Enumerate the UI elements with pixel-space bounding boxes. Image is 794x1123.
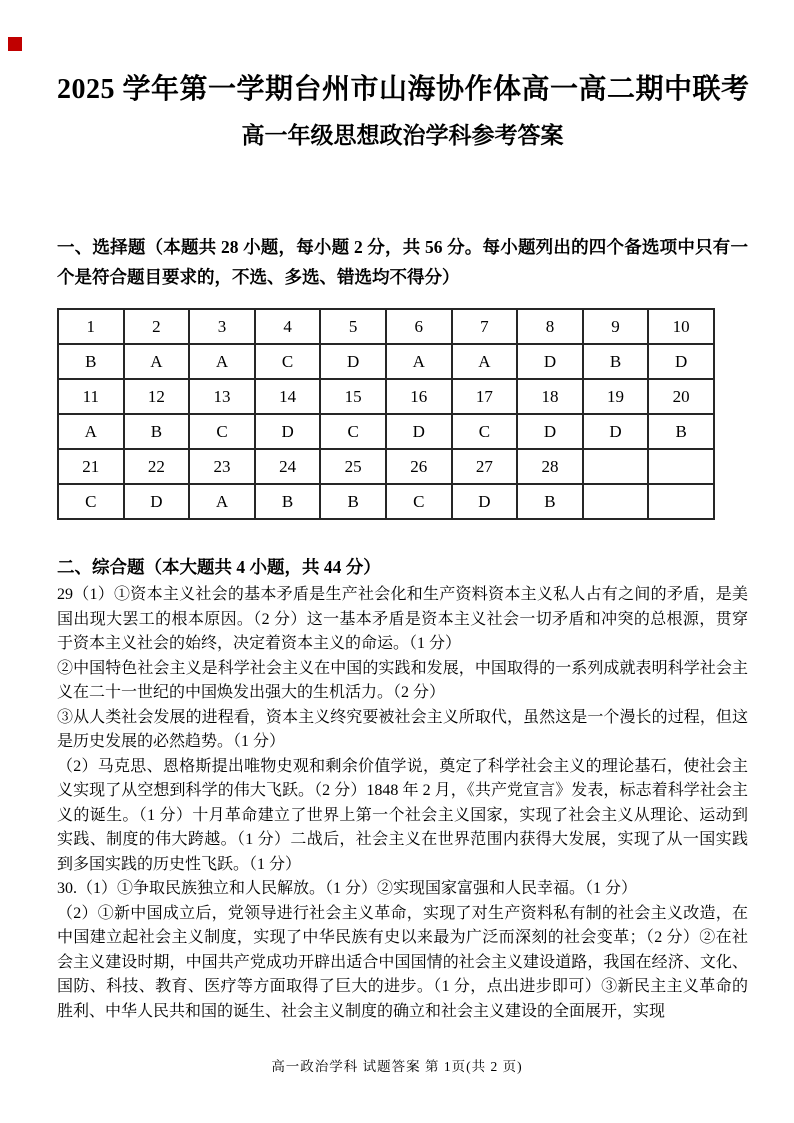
answer-paragraph: （2）马克思、恩格斯提出唯物史观和剩余价值学说，奠定了科学社会主义的理论基石，使社会主义实现了从空想到科学的伟大飞跃。（2 分）1848 年 2 月，《共产党宣言》发表，标志着科学社会主义的诞生。（1 分）十月革命建立了世界上第一个社会主义国家，实现了社会主义从理论、运动到实践、制度的伟大跨越。（1 分）二战后，社会主义在世界范围内获得大发展，实现了从一国实践到多国实践的历史性飞跃。（1 分） bbox=[57, 757, 748, 873]
page-title: 2025 学年第一学期台州市山海协作体高一高二期中联考 bbox=[57, 74, 750, 105]
answer-cell: 12 bbox=[124, 379, 190, 414]
answer-paragraph: 29（1）①资本主义社会的基本矛盾是生产社会化和生产资料资本主义私人占有之间的矛盾，是美国出现大罢工的根本原因。（2 分）这一基本矛盾是资本主义社会一切矛盾和冲突的总根源，贯穿于资本主义社会的始终，决定着资本主义的命运。（1 分） bbox=[57, 586, 748, 652]
answer-cell bbox=[648, 484, 714, 519]
answer-cell: D bbox=[648, 344, 714, 379]
answer-table-row bbox=[58, 379, 714, 414]
answer-cell: B bbox=[58, 344, 124, 379]
answer-cell: 27 bbox=[452, 449, 518, 484]
answer-cell: D bbox=[583, 414, 649, 449]
answer-paragraphs bbox=[57, 583, 748, 1024]
answer-cell: C bbox=[386, 484, 452, 519]
answer-cell: 21 bbox=[58, 449, 124, 484]
answer-cell: 25 bbox=[320, 449, 386, 484]
answer-cell: D bbox=[320, 344, 386, 379]
answer-cell: 19 bbox=[583, 379, 649, 414]
answer-cell: A bbox=[124, 344, 190, 379]
answer-cell: D bbox=[255, 414, 321, 449]
answer-cell: D bbox=[517, 414, 583, 449]
answer-cell: 28 bbox=[517, 449, 583, 484]
answer-cell: 26 bbox=[386, 449, 452, 484]
answer-cell: 3 bbox=[189, 309, 255, 344]
answer-table-row bbox=[58, 449, 714, 484]
answer-cell: 15 bbox=[320, 379, 386, 414]
answer-cell: 6 bbox=[386, 309, 452, 344]
answer-cell: 1 bbox=[58, 309, 124, 344]
answer-table-row bbox=[58, 484, 714, 519]
answer-cell: C bbox=[189, 414, 255, 449]
page-subtitle: 高一年级思想政治学科参考答案 bbox=[241, 123, 564, 148]
answer-cell: 5 bbox=[320, 309, 386, 344]
page-footer: 高一政治学科 试题答案 第 1页(共 2 页) bbox=[271, 1059, 523, 1074]
answer-cell bbox=[583, 484, 649, 519]
answer-cell: A bbox=[189, 344, 255, 379]
answer-cell: A bbox=[58, 414, 124, 449]
red-square-marker bbox=[8, 37, 22, 51]
answer-cell: 17 bbox=[452, 379, 518, 414]
answer-cell: D bbox=[452, 484, 518, 519]
answer-cell: 13 bbox=[189, 379, 255, 414]
answer-cell: 22 bbox=[124, 449, 190, 484]
answer-cell: 14 bbox=[255, 379, 321, 414]
answer-table bbox=[57, 308, 715, 520]
answer-cell: B bbox=[255, 484, 321, 519]
answer-cell: 4 bbox=[255, 309, 321, 344]
answer-cell: 23 bbox=[189, 449, 255, 484]
answer-cell bbox=[583, 449, 649, 484]
answer-paragraph: （2）①新中国成立后，党领导进行社会主义革命，实现了对生产资料私有制的社会主义改造，在中国建立起社会主义制度，实现了中华民族有史以来最为广泛而深刻的社会变革；（2 分）②在社会主义建设时期，中国共产党成功开辟出适合中国国情的社会主义建设道路，我国在经济、文化、国防、科技、教育、医疗等方面取得了巨大的进步。（1 分，点出进步即可）③新民主主义革命的胜利、中华人民共和国的诞生、社会主义制度的确立和社会主义建设的全面展开，实现 bbox=[57, 904, 748, 1020]
answer-table-row bbox=[58, 414, 714, 449]
answer-cell: C bbox=[255, 344, 321, 379]
answer-cell: B bbox=[583, 344, 649, 379]
section-choice-heading: 一、选择题（本题共 28 小题，每小题 2 分，共 56 分。每小题列出的四个备选项中只有一个是符合题目要求的，不选、多选、错选均不得分） bbox=[57, 237, 748, 287]
answer-paragraph: 30.（1）①争取民族独立和人民解放。（1 分）②实现国家富强和人民幸福。（1 分） bbox=[57, 880, 638, 897]
answer-cell: 10 bbox=[648, 309, 714, 344]
answer-cell: A bbox=[452, 344, 518, 379]
answer-cell: 11 bbox=[58, 379, 124, 414]
answer-cell: 2 bbox=[124, 309, 190, 344]
answer-cell: 9 bbox=[583, 309, 649, 344]
answer-cell: A bbox=[386, 344, 452, 379]
answer-cell: 20 bbox=[648, 379, 714, 414]
answer-cell: B bbox=[517, 484, 583, 519]
answer-cell bbox=[648, 449, 714, 484]
answer-cell: B bbox=[124, 414, 190, 449]
answer-paragraph: ③从人类社会发展的进程看，资本主义终究要被社会主义所取代，虽然这是一个漫长的过程，但这是历史发展的必然趋势。（1 分） bbox=[57, 708, 748, 750]
answer-cell: 24 bbox=[255, 449, 321, 484]
section-comprehensive-heading: 二、综合题（本大题共 4 小题，共 44 分） bbox=[57, 557, 381, 577]
answer-table-row bbox=[58, 344, 714, 379]
answer-cell: B bbox=[320, 484, 386, 519]
answer-cell: 8 bbox=[517, 309, 583, 344]
answer-cell: D bbox=[386, 414, 452, 449]
answer-cell: 7 bbox=[452, 309, 518, 344]
answer-cell: C bbox=[58, 484, 124, 519]
answer-cell: 16 bbox=[386, 379, 452, 414]
answer-paragraph: ②中国特色社会主义是科学社会主义在中国的实践和发展，中国取得的一系列成就表明科学社会主义在二十一世纪的中国焕发出强大的生机活力。（2 分） bbox=[57, 659, 748, 701]
answer-cell: B bbox=[648, 414, 714, 449]
answer-cell: C bbox=[452, 414, 518, 449]
answer-cell: D bbox=[124, 484, 190, 519]
answer-table-row bbox=[58, 309, 714, 344]
answer-cell: D bbox=[517, 344, 583, 379]
answer-cell: 18 bbox=[517, 379, 583, 414]
answer-table-body bbox=[58, 309, 714, 519]
answer-cell: C bbox=[320, 414, 386, 449]
answer-cell: A bbox=[189, 484, 255, 519]
